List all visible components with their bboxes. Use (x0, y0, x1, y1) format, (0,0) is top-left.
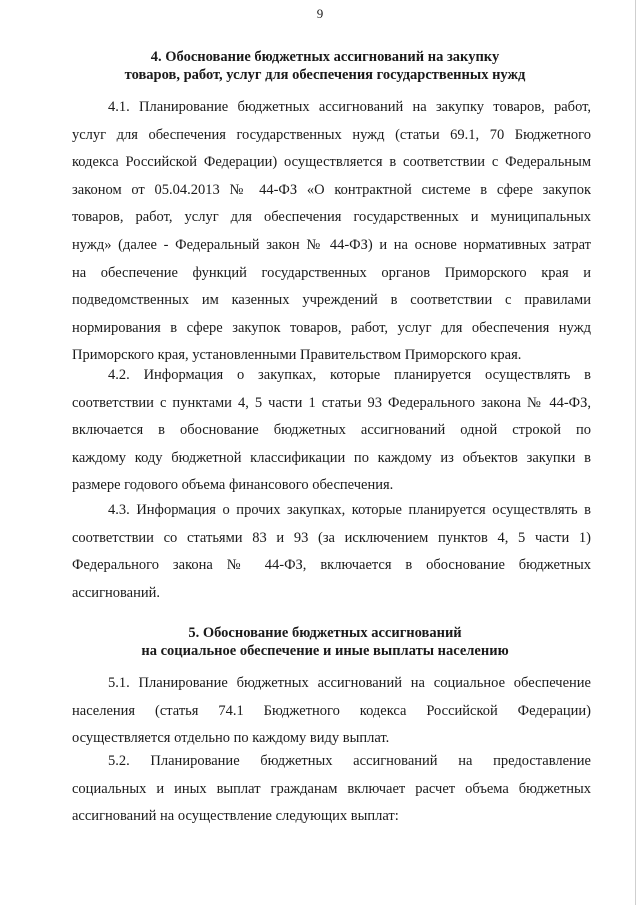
text-line: 4.3. Информация о прочих закупках, которые планируется осуществлять в (108, 502, 591, 518)
page-edge-line (635, 0, 636, 905)
text-line: включается в обоснование бюджетных ассигнований одной строкой по (72, 422, 591, 439)
text-line: Федерального закона № 44-ФЗ, включается в обоснование бюджетных (72, 557, 591, 574)
text-line: размере годового объема финансового обеспечения. (72, 477, 394, 494)
text-line: подведомственных им казенных учреждений в соответствии с правилами (72, 292, 591, 309)
section-5-heading-line: 5. Обоснование бюджетных ассигнований (188, 625, 462, 641)
text-line: 5.2. Планирование бюджетных ассигнований на предоставление (108, 753, 591, 769)
paragraph-4-1 (72, 94, 591, 370)
text-line: на обеспечение функций государственных органов Приморского края и (72, 264, 591, 281)
paragraph-4-2 (72, 362, 591, 500)
text-line: нужд» (далее - Федеральный закон № 44-ФЗ) и на основе нормативных затрат (72, 236, 591, 253)
text-line: социальных и иных выплат гражданам включает расчет объема бюджетных (72, 780, 591, 797)
text-line: товаров, работ, услуг для обеспечения государственных и муниципальных (72, 209, 591, 226)
section-4-heading (60, 48, 590, 84)
section-4-heading-line: 4. Обоснование бюджетных ассигнований на закупку (150, 49, 500, 65)
text-line: ассигнований на осуществление следующих выплат: (72, 808, 399, 825)
text-line: 4.1. Планирование бюджетных ассигнований на закупку товаров, работ, (108, 99, 591, 115)
text-line: нормирования в сфере закупок товаров, работ, услуг для обеспечения нужд (72, 319, 591, 336)
text-line: соответствии с пунктами 4, 5 части 1 статьи 93 Федерального закона № 44-ФЗ, (72, 394, 591, 411)
text-line: населения (статья 74.1 Бюджетного кодекса Российской Федерации) (72, 702, 591, 719)
text-line: услуг для обеспечения государственных нужд (статьи 69.1, 70 Бюджетного (72, 126, 591, 143)
paragraph-4-3 (72, 497, 591, 607)
section-4-heading-line: товаров, работ, услуг для обеспечения государственных нужд (124, 67, 526, 83)
paragraph-5-2 (72, 748, 591, 831)
text-line: ассигнований. (72, 584, 161, 601)
text-line: 5.1. Планирование бюджетных ассигнований на социальное обеспечение (108, 675, 591, 691)
text-line: каждому коду бюджетной классификации по каждому из объектов закупки в (72, 449, 591, 466)
text-line: осуществляется отдельно по каждому виду выплат. (72, 730, 390, 747)
section-5-heading-line: на социальное обеспечение и иные выплаты населению (141, 643, 509, 659)
text-line: кодекса Российской Федерации) осуществляется в соответствии с Федеральным (72, 154, 591, 171)
page-number: 9 (316, 6, 324, 21)
paragraph-5-1 (72, 670, 591, 753)
text-line: законом от 05.04.2013 № 44-ФЗ «О контрактной системе в сфере закупок (72, 181, 591, 198)
text-line: Приморского края, установленными Правительством Приморского края. (72, 347, 522, 364)
text-line: соответствии со статьями 83 и 93 (за исключением пунктов 4, 5 части 1) (72, 529, 591, 546)
text-line: 4.2. Информация о закупках, которые планируется осуществлять в (108, 367, 591, 383)
section-5-heading (60, 624, 590, 660)
